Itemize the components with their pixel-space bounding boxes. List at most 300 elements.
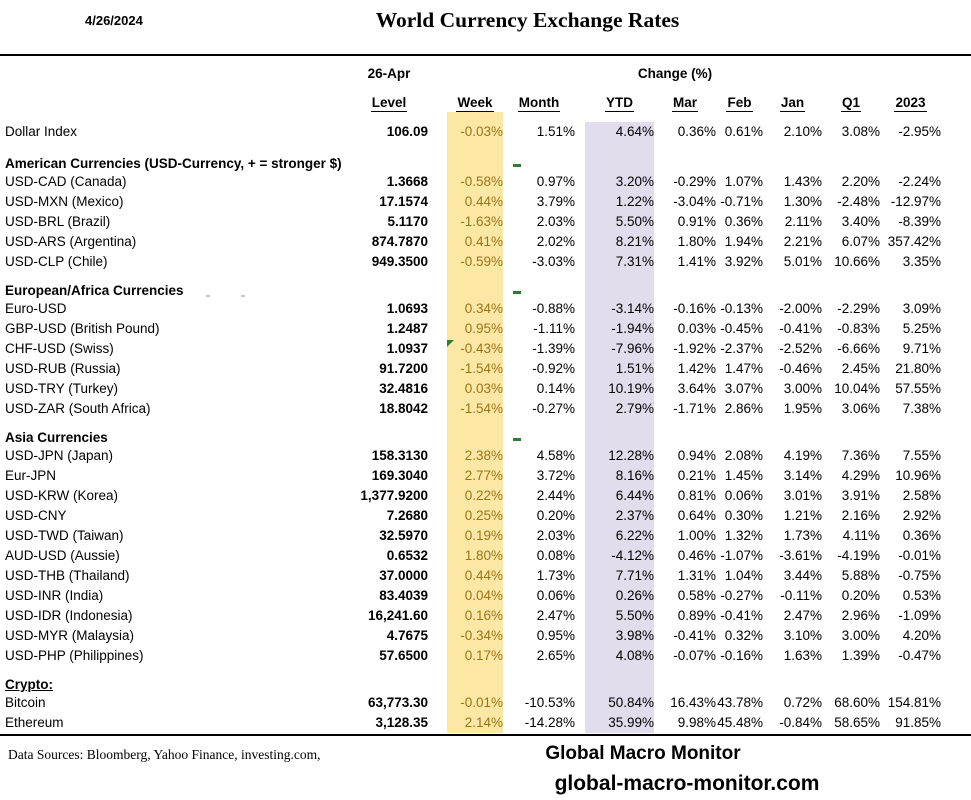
cell-name: USD-TWD (Taiwan) [5,528,124,543]
cell-q1: -6.66% [837,341,880,356]
cell-feb [716,112,763,122]
cell-ytd: 8.16% [585,466,654,486]
cell-q1: 2.96% [841,608,880,623]
cell-name: USD-BRL (Brazil) [5,214,111,229]
cell-y2023: -0.75% [898,568,941,583]
green-dash-marker [513,438,521,441]
cell-mar: 0.03% [677,321,716,336]
cell-name: Ethereum [5,715,64,730]
cell-y2023 [880,88,941,112]
cell-sp1 [428,486,447,506]
cell-mar: -1.92% [673,341,716,356]
cell-feb: 0.61% [724,124,763,139]
cell-y2023: 4.20% [902,628,941,643]
cell-level: 158.3130 [371,448,428,463]
table-row [5,379,941,399]
exchange-rates-table [5,88,941,733]
cell-feb: 0.30% [724,508,763,523]
cell-name: Dollar Index [5,124,78,139]
cell-mar: 0.36% [677,124,716,139]
cell-level: 949.3500 [371,254,428,269]
cell-month: 1.73% [536,568,575,583]
cell-y2023: 2.92% [902,508,941,523]
cell-week: -0.01% [447,693,503,713]
cell-sp2 [575,319,585,339]
cell-sp2 [575,606,585,626]
cell-q1: 58.65% [834,715,880,730]
cell-sp2 [575,379,585,399]
cell-jan: -0.84% [779,715,822,730]
cell-q1 [822,112,880,122]
cell-y2023 [880,419,941,446]
cell-sp1 [428,586,447,606]
table-row [5,232,941,252]
cell-mar: -0.29% [673,174,716,189]
cell-ytd: 7.71% [585,566,654,586]
cell-sp2 [575,212,585,232]
cell-week: 0.03% [447,379,503,399]
cell-name: USD-KRW (Korea) [5,488,119,503]
brand-name: Global Macro Monitor [545,743,741,764]
cell-week [447,666,503,693]
cell-jan: -3.61% [779,548,822,563]
table-row [5,122,941,142]
cell-ytd: 4.08% [585,646,654,666]
cell-mar: 1.00% [677,528,716,543]
table-row [5,646,941,666]
cell-feb: -0.13% [720,301,763,316]
cell-mar [654,419,716,446]
table-row [5,466,941,486]
cell-y2023: 9.71% [902,341,941,356]
cell-sp2 [575,232,585,252]
cell-sp2 [575,88,585,112]
cell-jan [763,88,822,112]
cell-q1: 2.16% [841,508,880,523]
table-row [5,693,941,713]
cell-sp2 [575,586,585,606]
cell-month: 4.58% [536,448,575,463]
table-row [5,172,941,192]
cell-q1: 0.20% [841,588,880,603]
table-row [5,252,941,272]
cell-sp2 [575,526,585,546]
cell-sp2 [575,122,585,142]
cell-mar: 16.43% [670,695,716,710]
cell-jan: 3.00% [783,381,822,396]
cell-sp2 [575,339,585,359]
cell-name: USD-PHP (Philippines) [5,648,144,663]
cell-y2023: 0.53% [902,588,941,603]
cell-sp2 [575,272,585,299]
cell-feb: 2.08% [724,448,763,463]
cell-jan: -2.52% [779,341,822,356]
cell-jan: 1.63% [783,648,822,663]
cell-month: -10.53% [524,695,575,710]
cell-y2023: 7.38% [902,401,941,416]
cell-jan: 0.72% [783,695,822,710]
table-row [5,506,941,526]
cell-jan [763,142,822,172]
cell-level: 16,241.60 [367,608,428,623]
cell-ytd: 2.37% [585,506,654,526]
cell-sp2 [575,142,585,172]
cell-name: Euro-USD [5,301,67,316]
cell-jan: -0.41% [779,321,822,336]
cell-sp2 [575,112,585,122]
cell-name: USD-INR (India) [5,588,104,603]
cell-jan [763,272,822,299]
cell-feb [716,272,763,299]
cell-ytd [585,88,654,112]
cell-y2023: -0.01% [898,548,941,563]
cell-sp1 [428,666,447,693]
cell-feb: 1.07% [724,174,763,189]
cell-level: 0.6532 [386,548,428,563]
cell-feb: 45.48% [717,715,763,730]
cell-name: USD-JPN (Japan) [5,448,114,463]
cell-feb: -0.16% [720,648,763,663]
cell-mar: -1.71% [673,401,716,416]
cell-q1: 3.00% [841,628,880,643]
cell-sp1 [428,88,447,112]
table-row [5,359,941,379]
cell-name: USD-ARS (Argentina) [5,234,137,249]
cell-mar: -0.16% [673,301,716,316]
cell-month: -0.88% [532,301,575,316]
top-divider [0,54,971,56]
cell-level [350,419,428,446]
cell-feb: 1.94% [724,234,763,249]
column-header: Mar [672,95,697,110]
cell-feb: -2.37% [720,341,763,356]
cell-feb: 2.86% [724,401,763,416]
cell-feb: -0.45% [720,321,763,336]
cell-mar: 0.58% [677,588,716,603]
cell-y2023: 91.85% [895,715,941,730]
cell-sp1 [428,142,447,172]
cell-jan: 2.47% [783,608,822,623]
cell-feb: 0.06% [724,488,763,503]
cell-level: 4.7675 [386,628,428,643]
table-row [5,626,941,646]
cell-ytd: 4.64% [585,122,654,142]
cell-level: 18.8042 [379,401,428,416]
cell-week: 0.17% [447,646,503,666]
cell-feb: 3.07% [724,381,763,396]
cell-month: 2.47% [536,608,575,623]
cell-mar: 0.89% [677,608,716,623]
cell-mar: -0.41% [673,628,716,643]
cell-sp1 [428,693,447,713]
cell-ytd: 50.84% [585,693,654,713]
cell-level: 17.1574 [379,194,428,209]
table-row [5,546,941,566]
rates-table-body [5,88,941,733]
cell-level: 91.7200 [379,361,428,376]
cell-week [447,142,503,172]
green-dash-marker [513,291,521,294]
cell-feb [716,142,763,172]
stray-mark [241,295,245,297]
cell-week: 0.16% [447,606,503,626]
cell-sp1 [428,606,447,626]
cell-q1: 10.66% [834,254,880,269]
column-header: Q1 [841,95,860,110]
cell-q1 [822,666,880,693]
cell-week [447,112,503,122]
band-gap-row [5,112,941,122]
cell-week: 0.04% [447,586,503,606]
cell-feb: 0.32% [724,628,763,643]
cell-name: CHF-USD (Swiss) [5,341,114,356]
table-row [5,713,941,733]
cell-q1: 3.91% [841,488,880,503]
cell-ytd: 35.99% [585,713,654,733]
cell-q1: 4.11% [842,528,880,543]
cell-level: 32.5970 [379,528,428,543]
cell-feb [716,88,763,112]
cell-y2023: -8.39% [898,214,941,229]
cell-name: AUD-USD (Aussie) [5,548,120,563]
cell-week: 2.14% [447,713,503,733]
cell-y2023: 3.09% [902,301,941,316]
cell-q1: 3.40% [841,214,880,229]
table-row [5,606,941,626]
cell-sp2 [575,359,585,379]
cell-mar: 1.41% [677,254,716,269]
cell-sp2 [575,646,585,666]
column-header: 2023 [895,95,926,110]
cell-ytd [585,142,654,172]
table-row [5,526,941,546]
cell-ytd: 6.22% [585,526,654,546]
cell-sp1 [428,272,447,299]
cell-level: 63,773.30 [367,695,428,710]
column-header: Feb [727,95,752,110]
table-row [5,319,941,339]
cell-level: 7.2680 [386,508,428,523]
cell-name: USD-CLP (Chile) [5,254,108,269]
table-row [5,566,941,586]
cell-jan [763,419,822,446]
cell-ytd: 1.51% [585,359,654,379]
cell-sp1 [428,419,447,446]
cell-month: 3.72% [536,468,575,483]
cell-level [350,142,428,172]
cell-sp2 [575,506,585,526]
cell-q1: -2.48% [837,194,880,209]
cell-q1 [822,88,880,112]
cell-sp2 [575,252,585,272]
cell-level: 3,128.35 [375,715,428,730]
table-row [5,339,941,359]
cell-ytd: 6.44% [585,486,654,506]
cell-name: USD-CAD (Canada) [5,174,127,189]
cell-y2023: 21.80% [895,361,941,376]
cell-mar [654,272,716,299]
cell-ytd: 7.31% [585,252,654,272]
cell-q1: 2.20% [841,174,880,189]
cell-jan: -0.46% [779,361,822,376]
cell-sp1 [428,172,447,192]
cell-sp1 [428,526,447,546]
cell-name: Crypto: [5,677,53,692]
cell-q1: 7.36% [841,448,880,463]
cell-mar: 1.80% [677,234,716,249]
cell-level: 1,377.9200 [360,488,428,503]
cell-ytd: 3.20% [585,172,654,192]
cell-level: 874.7870 [371,234,428,249]
cell-mar: 9.98% [677,715,716,730]
cell-level: 57.6500 [379,648,428,663]
cell-ytd: 12.28% [585,446,654,466]
cell-sp1 [428,713,447,733]
cell-sp2 [575,666,585,693]
cell-month [503,88,575,112]
cell-sp1 [428,359,447,379]
cell-q1: -0.83% [837,321,880,336]
cell-mar [654,112,716,122]
cell-month [503,666,575,693]
cell-month: 0.20% [536,508,575,523]
cell-mar: 0.81% [677,488,716,503]
cell-feb: -0.27% [720,588,763,603]
cell-month: 3.79% [536,194,575,209]
cell-ytd: -7.96% [585,339,654,359]
cell-month: 2.65% [536,648,575,663]
cell-level: 32.4816 [379,381,428,396]
cell-jan: 3.01% [783,488,822,503]
cell-sp1 [428,446,447,466]
cell-week [447,88,503,112]
report-date: 4/26/2024 [85,13,143,28]
cell-jan: 4.19% [783,448,822,463]
cell-month: 0.14% [536,381,575,396]
stray-mark [206,295,210,297]
cell-jan: 5.01% [783,254,822,269]
cell-ytd: 0.26% [585,586,654,606]
cell-ytd: 3.98% [585,626,654,646]
cell-name [5,88,350,112]
cell-y2023: -2.95% [898,124,941,139]
cell-feb [716,666,763,693]
cell-sp2 [575,626,585,646]
cell-level: 106.09 [386,124,428,139]
cell-sp1 [428,122,447,142]
cell-sp2 [575,399,585,419]
cell-month [503,272,575,299]
cell-level: 1.3668 [386,174,428,189]
cell-jan: 3.14% [783,468,822,483]
bottom-divider [0,734,971,736]
cell-sp2 [575,446,585,466]
cell-ytd: 1.22% [585,192,654,212]
cell-q1: 3.06% [841,401,880,416]
cell-y2023: -0.47% [898,648,941,663]
cell-mar [654,666,716,693]
cell-y2023: 57.55% [895,381,941,396]
cell-feb: 0.36% [724,214,763,229]
cell-sp1 [428,299,447,319]
cell-mar: 0.94% [677,448,716,463]
cell-mar: -3.04% [673,194,716,209]
cell-sp1 [428,252,447,272]
cell-q1: 3.08% [841,124,880,139]
cell-sp1 [428,192,447,212]
cell-month: -1.11% [533,321,575,336]
cell-month: 0.95% [536,628,575,643]
cell-sp2 [575,566,585,586]
cell-jan: 2.11% [784,214,822,229]
cell-feb: 1.32% [724,528,763,543]
cell-ytd [585,272,654,299]
cell-q1 [822,142,880,172]
section-row [5,419,941,446]
cell-y2023: 0.36% [902,528,941,543]
cell-sp2 [575,713,585,733]
cell-week: 0.25% [447,506,503,526]
section-row [5,142,941,172]
cell-month: 0.08% [536,548,575,563]
cell-y2023: 5.25% [902,321,941,336]
cell-name: Asia Currencies [5,430,108,445]
cell-week [447,272,503,299]
cell-jan: 1.21% [783,508,822,523]
cell-sp2 [575,693,585,713]
cell-level [350,112,428,122]
cell-q1: 68.60% [834,695,880,710]
cell-mar: -0.07% [673,648,716,663]
cell-ytd: 5.50% [585,212,654,232]
cell-sp1 [428,379,447,399]
cell-level: 37.0000 [379,568,428,583]
cell-sp1 [428,566,447,586]
cell-q1: -4.19% [837,548,880,563]
cell-y2023: -2.24% [898,174,941,189]
cell-feb: -0.71% [720,194,763,209]
cell-week: -1.54% [447,359,503,379]
cell-mar [654,142,716,172]
green-dash-marker [513,164,521,167]
cell-name: USD-MYR (Malaysia) [5,628,135,643]
cell-name: GBP-USD (British Pound) [5,321,160,336]
cell-week: 0.44% [447,192,503,212]
cell-level: 1.0693 [386,301,428,316]
cell-month: -0.27% [532,401,575,416]
cell-sp2 [575,299,585,319]
cell-week [447,419,503,446]
cell-feb [716,419,763,446]
cell-name: European/Africa Currencies [5,283,184,298]
cell-week: 0.19% [447,526,503,546]
cell-feb: 1.04% [724,568,763,583]
cell-feb: 43.78% [717,695,763,710]
cell-ytd: 8.21% [585,232,654,252]
cell-week: -1.54% [447,399,503,419]
cell-name: USD-ZAR (South Africa) [5,401,151,416]
cell-jan: 3.10% [783,628,822,643]
cell-y2023 [880,666,941,693]
cell-ytd [585,666,654,693]
cell-y2023: 357.42% [887,234,941,249]
cell-level [350,666,428,693]
cell-q1: 5.88% [841,568,880,583]
cell-mar: 1.31% [677,568,716,583]
cell-jan: 2.21% [783,234,822,249]
table-row [5,299,941,319]
cell-mar [654,88,716,112]
